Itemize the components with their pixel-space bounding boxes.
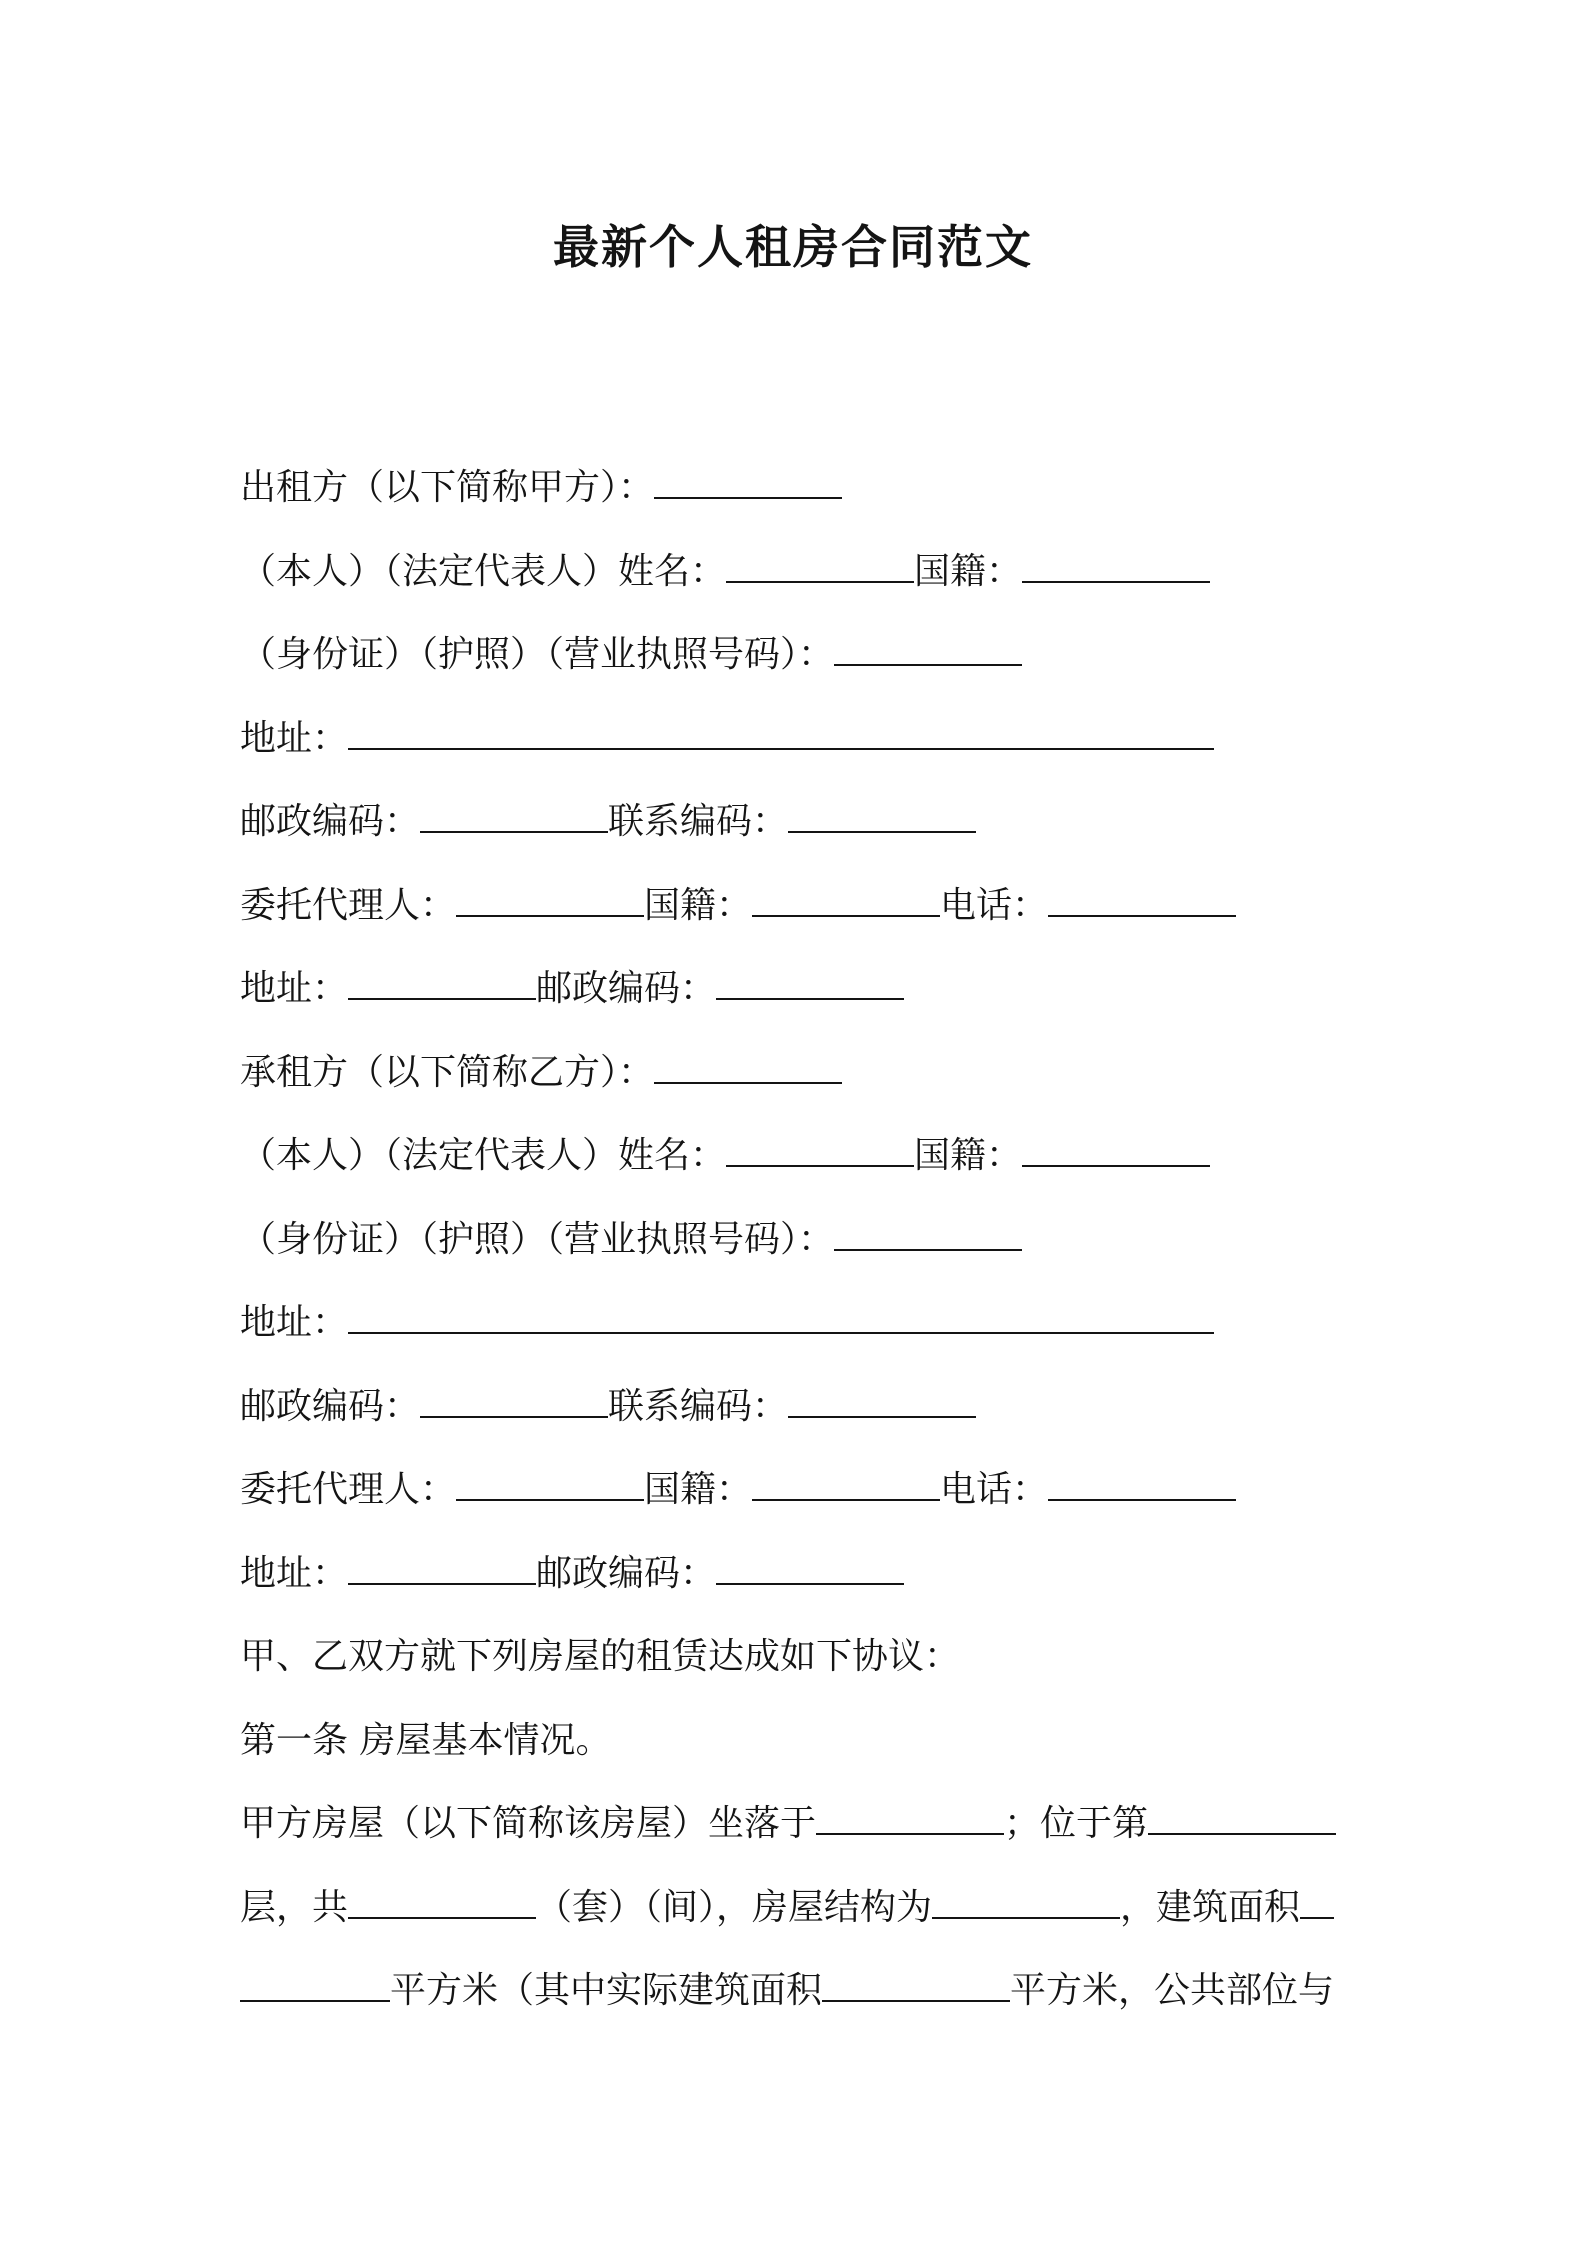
property-area-unit-label: 平方米（其中实际建筑面积: [390, 1970, 823, 2011]
lessor-id-label: （身份证）（护照）（营业执照号码）：: [240, 634, 835, 675]
agreement-intro-text: 甲、乙双方就下列房屋的租赁达成如下协议：: [240, 1636, 961, 1677]
lessor-agent-address-blank[interactable]: [348, 968, 536, 1000]
lessee-agent-blank[interactable]: [456, 1469, 644, 1501]
lessor-address-line: [240, 697, 1360, 781]
lessor-contact-blank[interactable]: [788, 801, 976, 833]
lessee-line: [240, 1031, 1360, 1115]
property-structure-blank[interactable]: [932, 1887, 1120, 1919]
article-one-heading: [240, 1699, 1360, 1783]
lessee-name-line: [240, 1114, 1360, 1198]
property-actual-area-blank[interactable]: [822, 1970, 1010, 2002]
lessee-agent-line: [240, 1448, 1360, 1532]
lessee-id-blank[interactable]: [834, 1219, 1022, 1251]
lessor-agent-blank[interactable]: [456, 885, 644, 917]
lessor-agent-address-line: [240, 947, 1360, 1031]
lessor-nationality-blank[interactable]: [1022, 551, 1210, 583]
lessor-label: 出租方（以下简称甲方）：: [240, 467, 655, 508]
lessor-agent-nationality-label: 国籍：: [644, 884, 753, 926]
lessor-agent-address-label: 地址：: [240, 968, 349, 1009]
lessee-address-label: 地址：: [240, 1302, 349, 1343]
lessee-nationality-label: 国籍：: [914, 1135, 1023, 1176]
lessor-nationality-label: 国籍：: [914, 550, 1023, 592]
lessee-agent-address-label: 地址：: [240, 1552, 349, 1594]
property-public-area-label: 平方米，公共部位与: [1010, 1970, 1335, 2011]
lessee-agent-postal-blank[interactable]: [716, 1553, 904, 1585]
property-floor-label: ；位于第: [1004, 1803, 1149, 1844]
lessee-agent-address-blank[interactable]: [348, 1553, 536, 1585]
lessee-blank[interactable]: [654, 1052, 842, 1084]
lessor-name-line: [240, 530, 1360, 614]
lessee-name-blank[interactable]: [726, 1135, 914, 1167]
lessor-address-blank[interactable]: [348, 718, 1214, 750]
lessee-id-line: [240, 1198, 1360, 1282]
lessee-agent-nationality-label: 国籍：: [644, 1469, 753, 1510]
lessee-postal-label: 邮政编码：: [240, 1385, 421, 1427]
lessor-postal-blank[interactable]: [420, 801, 608, 833]
lessor-postal-label: 邮政编码：: [240, 801, 421, 842]
lessor-agent-line: [240, 864, 1360, 948]
lessee-agent-postal-label: 邮政编码：: [536, 1552, 717, 1594]
lessor-name-label: （本人）（法定代表人）姓名：: [240, 550, 727, 592]
property-area-blank-start[interactable]: [1300, 1887, 1334, 1919]
lessor-id-blank[interactable]: [834, 634, 1022, 666]
lessee-agent-nationality-blank[interactable]: [752, 1469, 940, 1501]
property-area-label: ，建筑面积: [1120, 1886, 1301, 1928]
lessee-contact-label: 联系编码：: [608, 1385, 789, 1427]
lessee-postal-line: [240, 1365, 1360, 1449]
lessee-agent-phone-blank[interactable]: [1048, 1469, 1236, 1501]
lessee-address-line: [240, 1281, 1360, 1365]
lessee-agent-label: 委托代理人：: [240, 1469, 457, 1510]
lessor-agent-nationality-blank[interactable]: [752, 885, 940, 917]
lessor-agent-label: 委托代理人：: [240, 884, 457, 926]
lessor-id-line: [240, 613, 1360, 697]
property-structure-line: [240, 1866, 1360, 1950]
property-area-line: [240, 1949, 1360, 2033]
lessor-address-label: 地址：: [240, 717, 349, 759]
lessor-agent-postal-blank[interactable]: [716, 968, 904, 1000]
article-one-text: 第一条 房屋基本情况。: [240, 1719, 612, 1761]
lessee-agent-address-line: [240, 1532, 1360, 1616]
lessor-agent-postal-label: 邮政编码：: [536, 968, 717, 1009]
lessor-postal-line: [240, 780, 1360, 864]
property-location-label: 甲方房屋（以下简称该房屋）坐落于: [240, 1803, 817, 1844]
lessee-contact-blank[interactable]: [788, 1386, 976, 1418]
lessee-nationality-blank[interactable]: [1022, 1135, 1210, 1167]
property-area-blank-end[interactable]: [240, 1970, 390, 2002]
property-floor-blank[interactable]: [1148, 1803, 1336, 1835]
contract-body: [240, 446, 1360, 2033]
property-units-label: 层，共: [240, 1886, 349, 1928]
lessee-address-blank[interactable]: [348, 1302, 1214, 1334]
lessee-agent-phone-label: 电话：: [940, 1469, 1049, 1510]
lessee-id-label: （身份证）（护照）（营业执照号码）：: [240, 1218, 835, 1260]
property-location-blank[interactable]: [816, 1803, 1004, 1835]
property-location-line: [240, 1782, 1360, 1866]
lessee-label: 承租方（以下简称乙方）：: [240, 1051, 655, 1093]
document-title: 最新个人租房合同范文: [553, 220, 1033, 274]
agreement-intro: [240, 1615, 1360, 1699]
lessor-contact-label: 联系编码：: [608, 801, 789, 842]
lessor-agent-phone-blank[interactable]: [1048, 885, 1236, 917]
lessor-line: [240, 446, 1360, 530]
lessor-blank[interactable]: [654, 467, 842, 499]
lessor-agent-phone-label: 电话：: [940, 884, 1049, 926]
lessee-name-label: （本人）（法定代表人）姓名：: [240, 1135, 727, 1176]
property-units-blank[interactable]: [348, 1887, 536, 1919]
property-structure-label: （套）（间），房屋结构为: [536, 1886, 933, 1928]
lessee-postal-blank[interactable]: [420, 1386, 608, 1418]
lessor-name-blank[interactable]: [726, 551, 914, 583]
